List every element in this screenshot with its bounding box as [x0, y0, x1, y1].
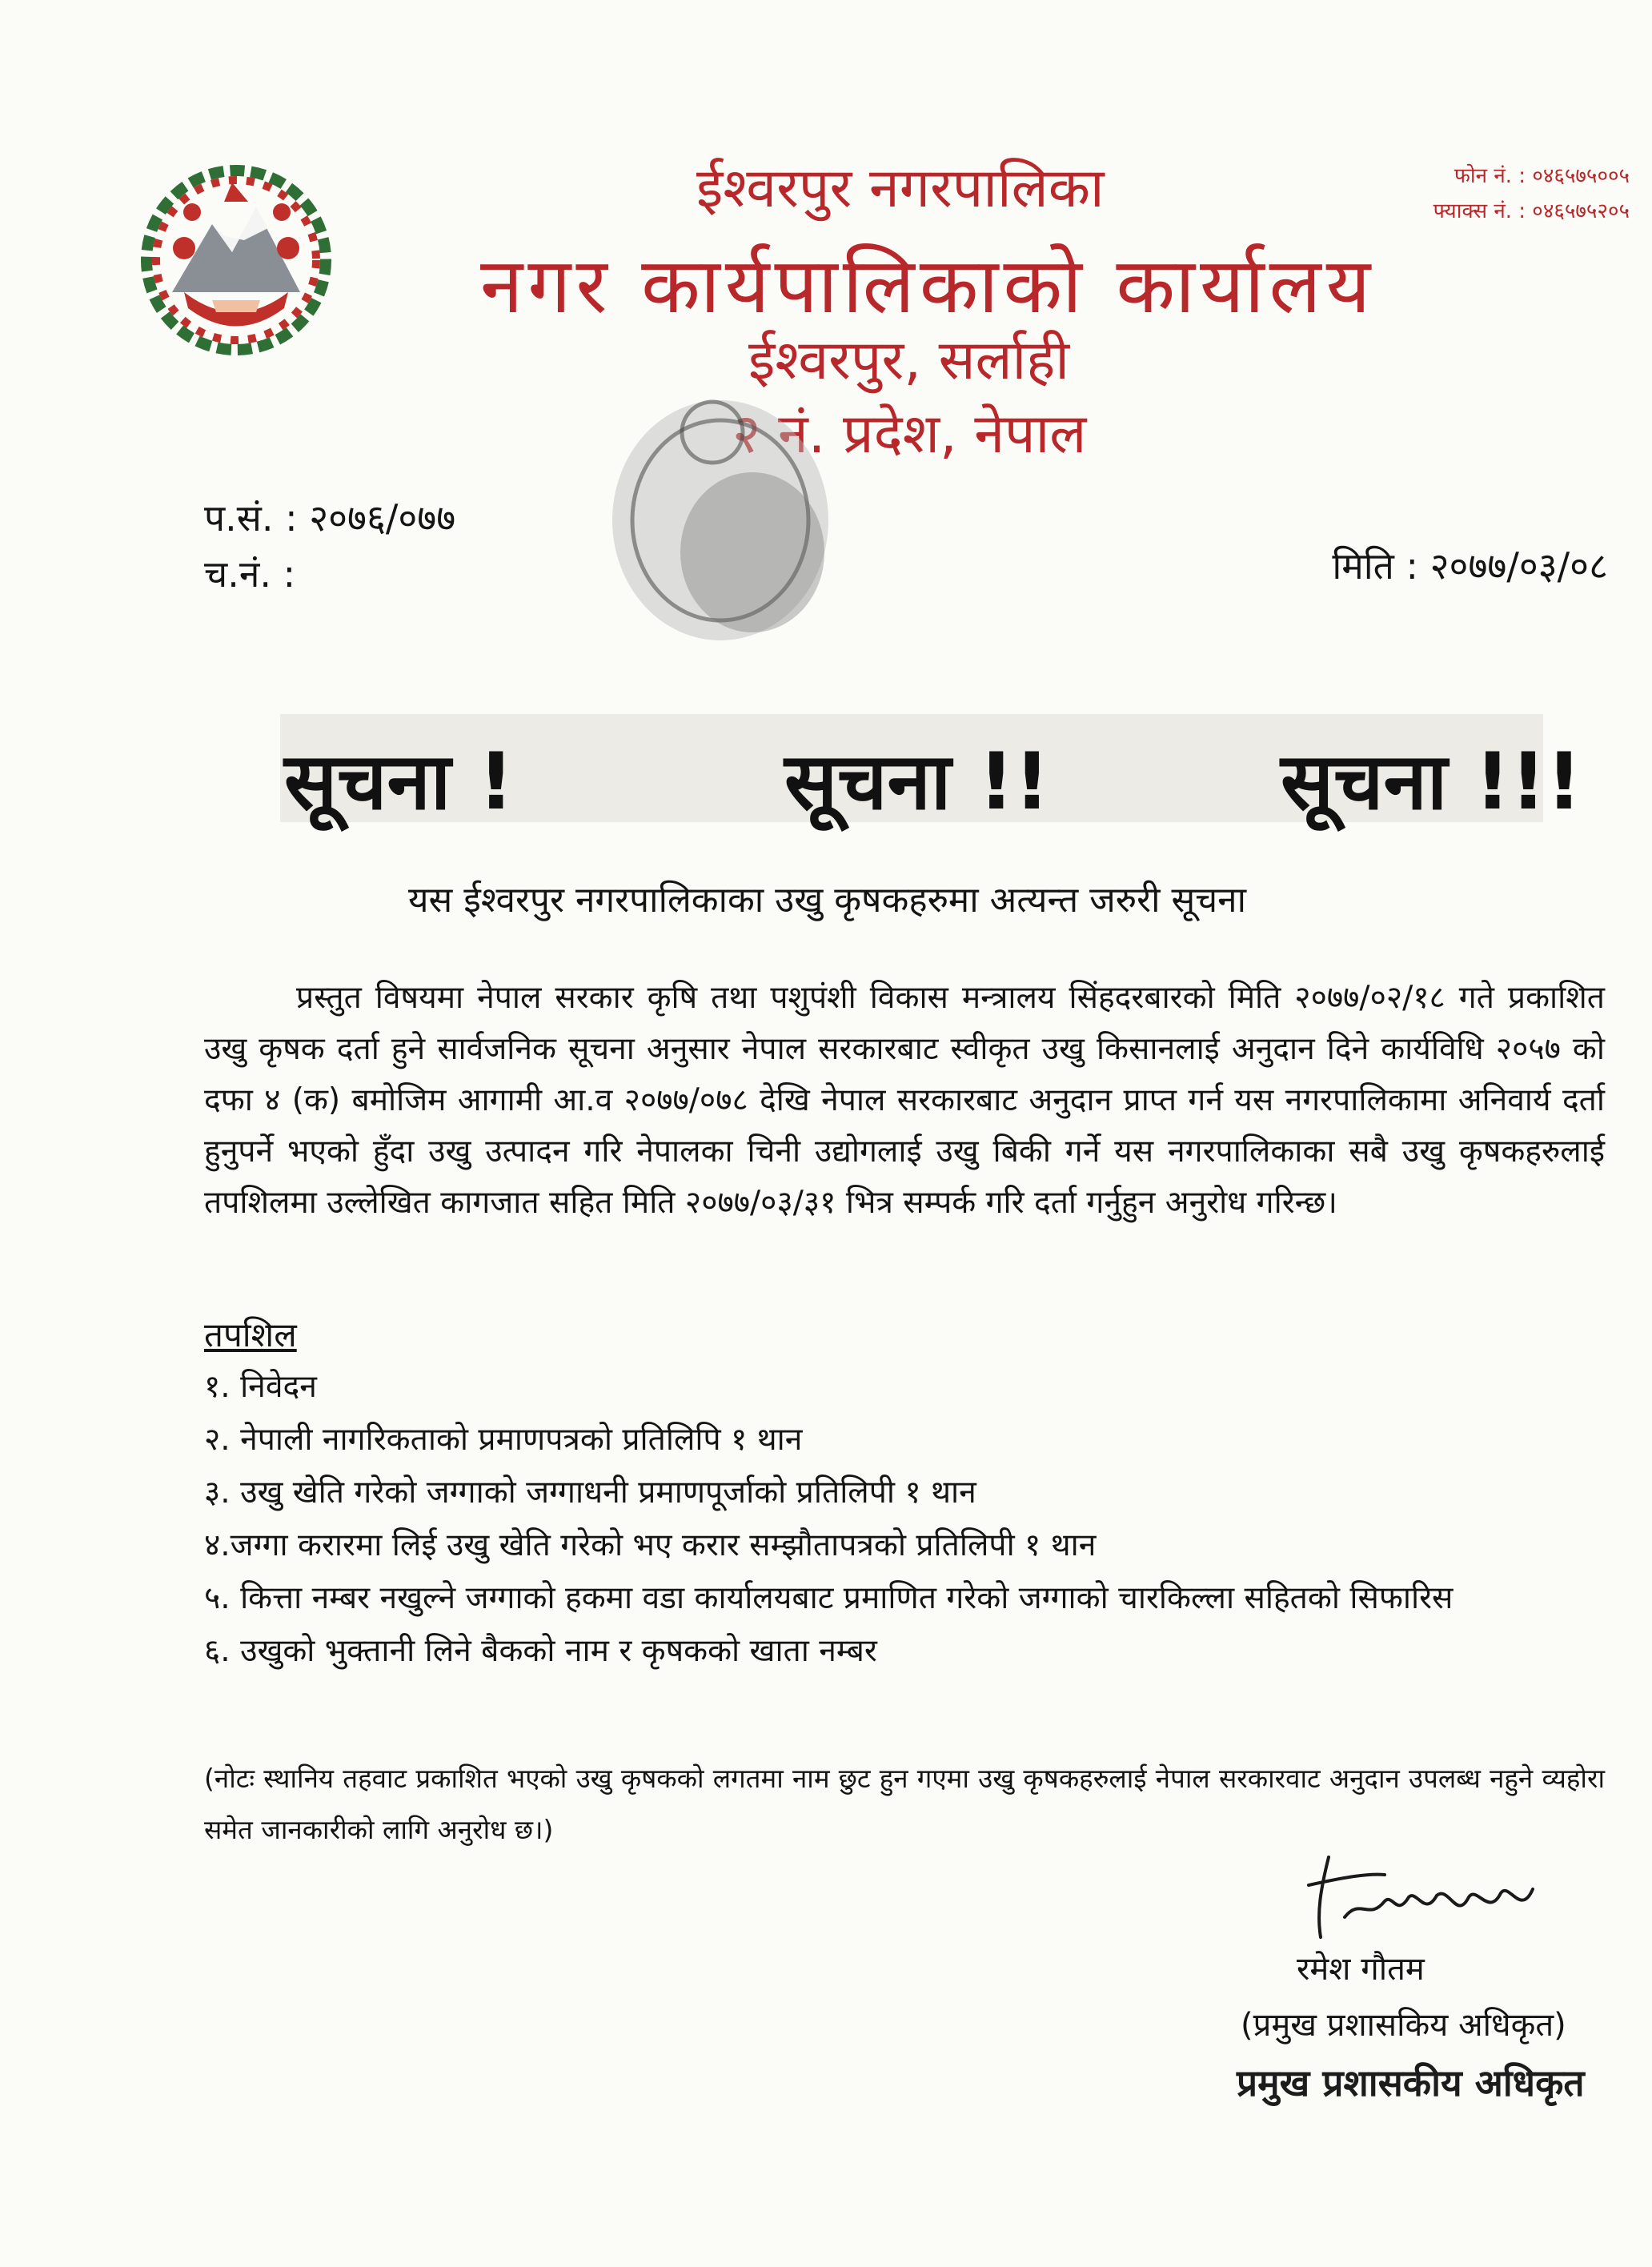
office-province: २ नं. प्रदेश, नेपाल — [732, 403, 1087, 466]
signatory-name: रमेश गौतम — [1297, 1951, 1425, 1988]
tapashil-list — [204, 1361, 1605, 1678]
notice-body — [204, 973, 1605, 1229]
notice-heading-3: सूचना !!! — [1281, 736, 1582, 828]
list-item: १. निवेदन — [204, 1369, 317, 1405]
contact-block — [1433, 158, 1630, 229]
reference-block — [204, 490, 455, 602]
body-text: प्रस्तुत विषयमा नेपाल सरकार कृषि तथा पशुपंशी विकास मन्त्रालय सिंहदरबारको मिति २०७७/०२/१८ गते प्रकाशित उखु कृषक दर्ता हुने सार्वजनिक सूचना अनुसार नेपाल सरकारबाट स्वीकृत उखु किसानलाई अनुदान दिने कार्यविधि २०५७ को दफा ४ (क) बमोजिम आगामी आ.व २०७७/०७८ देखि नेपाल सरकारबाट अनुदान प्राप्त गर्न यस नगरपालिकामा अनिवार्य दर्ता हुनुपर्ने भएको हुँदा उखु उत्पादन गरि नेपालका चिनी उद्योगलाई उखु बिकी गर्ने यस नगरपालिकाका सबै उखु कृषकहरुलाई तपशिलमा उल्लेखित कागजात सहित मिति २०७७/०३/३१ भित्र सम्पर्क गरि दर्ता गर्नुहुन अनुरोध गरिन्छ। — [204, 980, 1605, 1221]
phone-number: फोन नं. : ०४६५७५००५ — [1454, 164, 1630, 188]
tapashil-heading: तपशिल — [204, 1315, 297, 1354]
list-item: २. नेपाली नागरिकताको प्रमाणपत्रको प्रतिलिपि १ थान — [204, 1422, 803, 1458]
notice-heading-2: सूचना !! — [784, 736, 1050, 828]
list-item: ३. उखु खेति गरेको जग्गाको जग्गाधनी प्रमाणपूर्जाको प्रतिलिपी १ थान — [204, 1475, 976, 1511]
signatory-stamp-title: प्रमुख प्रशासकीय अधिकृत — [1237, 2061, 1585, 2104]
footnote: (नोटः स्थानिय तहवाट प्रकाशित भएको उखु कृषकको लगतमा नाम छुट हुन गएमा उखु कृषकहरुलाई नेपाल सरकारवाट अनुदान उपलब्ध नहुने व्यहोरा समेत जानकारीको लागि अनुरोध छ।) — [204, 1763, 1605, 1845]
list-item: ६. उखुको भुक्तानी लिने बैकको नाम र कृषकको खाता नम्बर — [204, 1633, 877, 1669]
letter-date: मिति : २०७७/०३/०८ — [1332, 544, 1608, 588]
handwritten-signature — [1297, 1841, 1545, 1945]
signatory-title: (प्रमुख प्रशासकिय अधिकृत) — [1241, 2007, 1566, 2044]
patra-sankhya: प.सं. : २०७६/०७७ — [204, 496, 456, 540]
notice-subject: यस ईश्वरपुर नगरपालिकाका उखु कृषकहरुमा अत्यन्त जरुरी सूचना — [408, 880, 1246, 921]
municipality-name: ईश्वरपुर नगरपालिका — [696, 157, 1105, 220]
office-location: ईश्वरपुर, सर्लाही — [748, 329, 1069, 392]
office-name: नगर कार्यपालिकाको कार्यालय — [480, 241, 1376, 331]
list-item: ४.जग्गा करारमा लिई उखु खेति गरेको भए करार सम्झौतापत्रको प्रतिलिपी १ थान — [204, 1527, 1097, 1563]
list-item: ५. कित्ता नम्बर नखुल्ने जग्गाको हकमा वडा कार्यालयबाट प्रमाणित गरेको जग्गाको चारकिल्ला सहितको सिफारिस — [204, 1580, 1454, 1616]
chalani-number: च.नं. : — [204, 552, 296, 596]
office-stamp — [600, 384, 848, 648]
fax-number: फ्याक्स नं. : ०४६५७५२०५ — [1433, 199, 1630, 223]
nepal-emblem-icon — [136, 160, 336, 360]
notice-heading-1: सूचना ! — [284, 736, 515, 828]
